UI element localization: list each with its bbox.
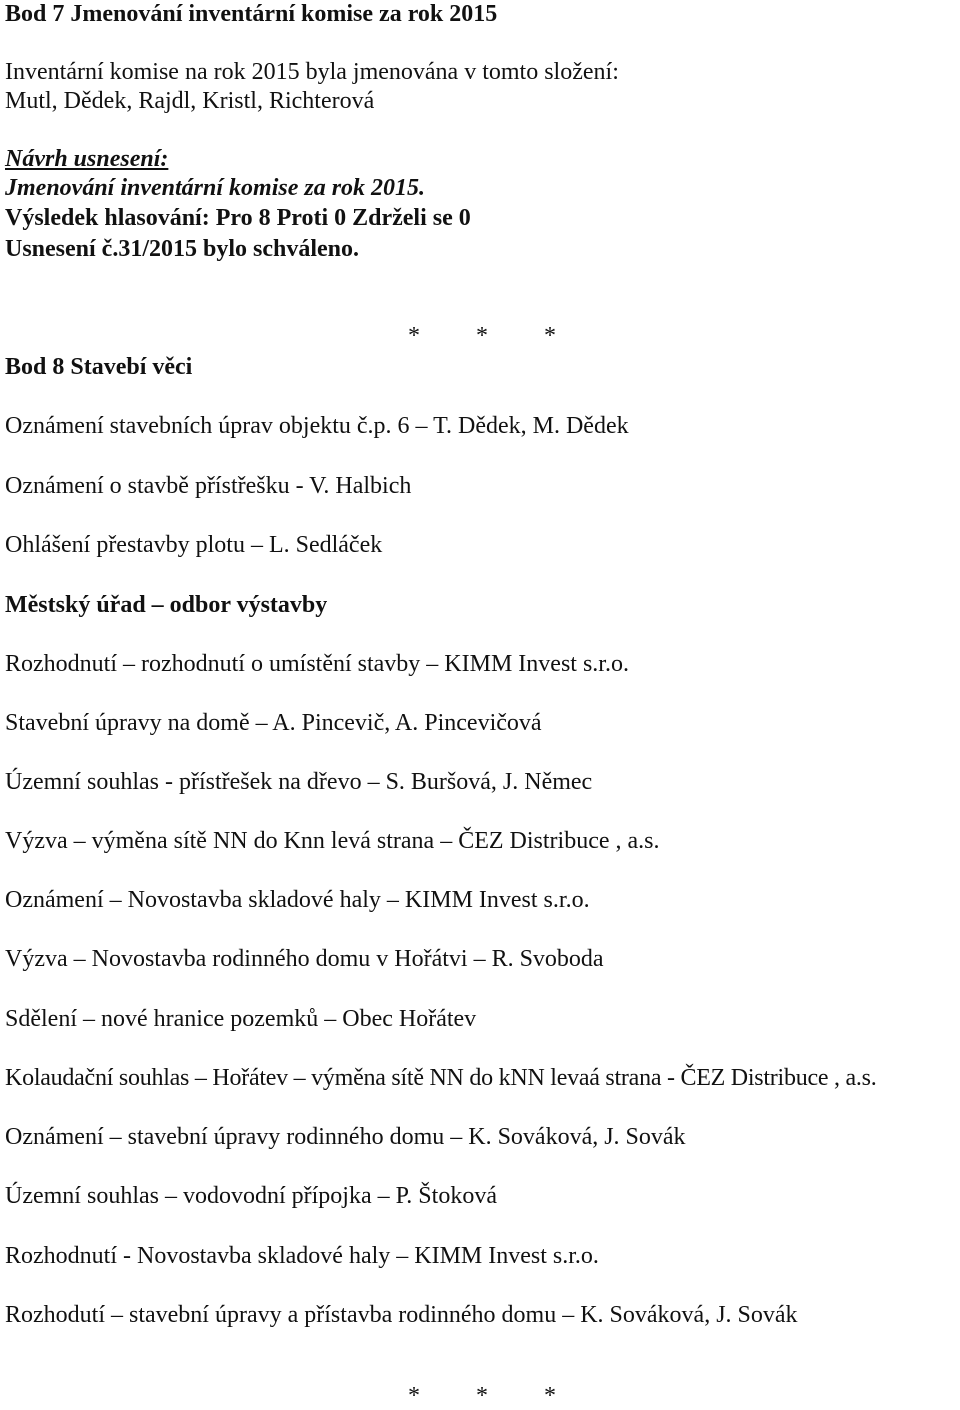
separator-stars-bottom: * * * <box>408 1383 556 1409</box>
bod8-subheading: Městský úřad – odbor výstavby <box>5 592 328 618</box>
bod8-item: Oznámení – Novostavba skladové haly – KIMM Invest s.r.o. <box>5 887 590 913</box>
navrh-usneseni-text: Jmenování inventární komise za rok 2015. <box>5 175 426 201</box>
vote-result: Výsledek hlasování: Pro 8 Proti 0 Zdrželi se 0 <box>5 205 471 231</box>
separator-stars-top: * * * <box>408 323 556 349</box>
bod8-item: Výzva – výměna sítě NN do Knn levá strana – ČEZ Distribuce , a.s. <box>5 828 660 854</box>
resolution-text: Usnesení č.31/2015 bylo schváleno. <box>5 236 360 262</box>
bod8-item: Kolaudační souhlas – Hořátev – výměna sítě NN do kNN levaá strana - ČEZ Distribuce , a.s. <box>5 1065 877 1091</box>
bod8-item: Oznámení stavebních úprav objektu č.p. 6 – T. Dědek, M. Dědek <box>5 413 629 439</box>
bod8-item: Rozhodnutí - Novostavba skladové haly – KIMM Invest s.r.o. <box>5 1243 599 1269</box>
bod8-item: Územní souhlas - přístřešek na dřevo – S. Buršová, J. Němec <box>5 769 593 795</box>
bod8-item: Sdělení – nové hranice pozemků – Obec Hořátev <box>5 1006 477 1032</box>
navrh-usneseni-label: Návrh usnesení: <box>5 146 169 172</box>
bod7-text-line2: Mutl, Dědek, Rajdl, Kristl, Richterová <box>5 88 375 114</box>
bod8-item: Oznámení – stavební úpravy rodinného domu – K. Sováková, J. Sovák <box>5 1124 686 1150</box>
bod8-item: Výzva – Novostavba rodinného domu v Hořátvi – R. Svoboda <box>5 946 604 972</box>
bod7-text-line1: Inventární komise na rok 2015 byla jmenována v tomto složení: <box>5 59 619 85</box>
bod8-item: Stavební úpravy na domě – A. Pincevič, A. Pincevičová <box>5 710 542 736</box>
bod8-item: Rozhodutí – stavební úpravy a přístavba rodinného domu – K. Sováková, J. Sovák <box>5 1302 798 1328</box>
bod8-item: Územní souhlas – vodovodní přípojka – P. Štoková <box>5 1183 497 1209</box>
bod8-item: Oznámení o stavbě přístřešku - V. Halbich <box>5 473 412 499</box>
bod8-heading: Bod 8 Stavebí věci <box>5 354 193 380</box>
bod7-heading: Bod 7 Jmenování inventární komise za rok 2015 <box>5 1 498 27</box>
bod8-item: Ohlášení přestavby plotu – L. Sedláček <box>5 532 383 558</box>
bod8-item: Rozhodnutí – rozhodnutí o umístění stavby – KIMM Invest s.r.o. <box>5 651 629 677</box>
